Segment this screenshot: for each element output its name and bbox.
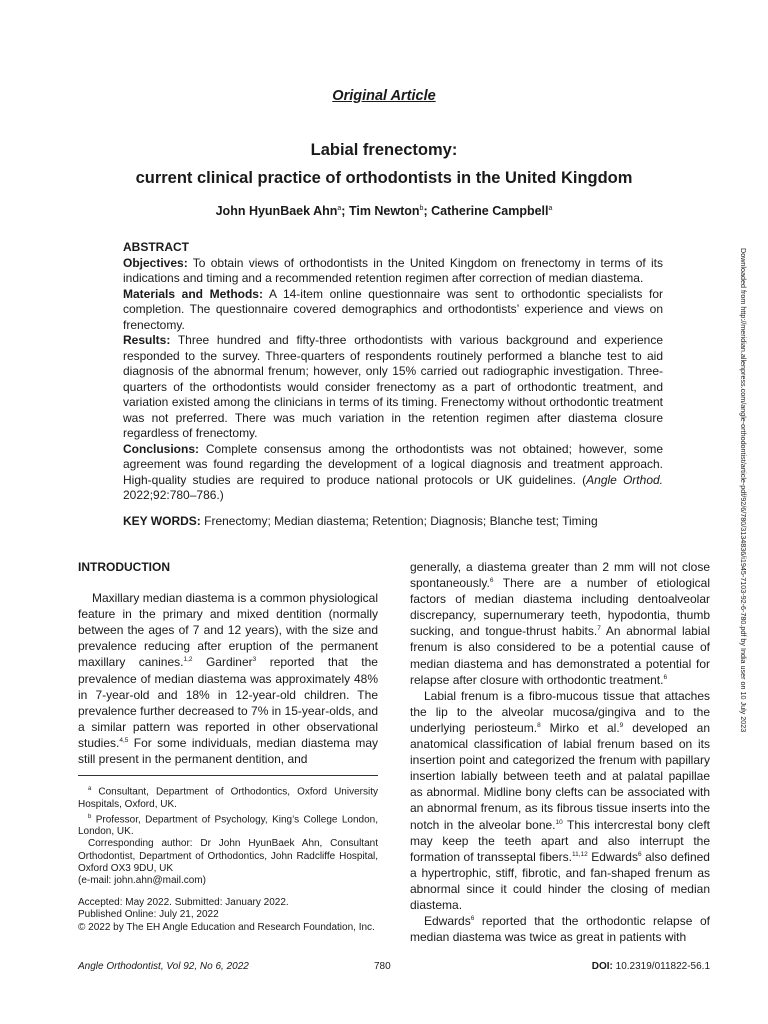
body-text: Mirko et al. bbox=[540, 720, 620, 735]
download-sidebar bbox=[736, 248, 752, 788]
citation-ref: 11,12 bbox=[571, 850, 588, 858]
body-text: reported that the orthodontic relapse of median diastema was twice as great in patients with bbox=[410, 914, 710, 945]
footnotes bbox=[78, 783, 378, 934]
footnote-b bbox=[78, 811, 378, 839]
body-text: Labial frenum is a fibro-mucous tissue that attaches the lip to the alveolar mucosa/gingiva and to the underlying periosteum. bbox=[410, 688, 710, 735]
citation-ref: 1,2 bbox=[183, 656, 193, 664]
author-separator: ; bbox=[423, 204, 432, 218]
methods-label: Materials and Methods: bbox=[123, 286, 263, 301]
citation-ref: 6 bbox=[470, 915, 475, 923]
author-name: Catherine Campbell bbox=[431, 204, 549, 218]
citation-journal: Angle Orthod. bbox=[586, 472, 663, 487]
body-text: Gardiner bbox=[192, 655, 253, 670]
citation-ref: 8 bbox=[537, 721, 541, 729]
citation-ref: 4,5 bbox=[119, 736, 129, 744]
body-text: generally, a diastema greater than 2 mm will not close spontaneously. bbox=[410, 560, 710, 591]
download-notice: Downloaded from http://meridian.allenpress.com/angle-orthodontist/article-pdf/92/6/780/3134836/i1945-7103-92-6-780.pdf by India user on 10 July 2023 bbox=[739, 248, 748, 733]
conclusions-label: Conclusions: bbox=[123, 441, 200, 456]
author-name: Tim Newton bbox=[348, 204, 420, 218]
copyright: © 2022 by The EH Angle Education and Research Foundation, Inc. bbox=[78, 921, 375, 933]
abstract-objectives bbox=[123, 256, 663, 287]
body-text: There are a number of etiological factors of median diastema including dentoalveolar discrepancy, supernumerary teeth, hypodontia, thumb sucking, and tongue-thrust habits. bbox=[410, 576, 710, 639]
body-text: also defined a hypertrophic, stiff, fibrotic, and fan-shaped frenum as abnormal since it could hinder the closing of median diastema. bbox=[410, 849, 710, 912]
right-column bbox=[410, 559, 710, 945]
keywords bbox=[123, 514, 663, 528]
introduction-heading: INTRODUCTION bbox=[78, 560, 170, 574]
results-label: Results: bbox=[123, 333, 171, 347]
author-name: John HyunBaek Ahn bbox=[215, 204, 338, 218]
left-column bbox=[78, 559, 378, 767]
footer-page-number: 780 bbox=[374, 961, 391, 972]
author-email: (e-mail: john.ahn@mail.com) bbox=[78, 875, 206, 887]
intro-paragraph bbox=[78, 590, 378, 767]
section-label-text: Original Article bbox=[332, 88, 436, 104]
author-affiliation-mark: a bbox=[548, 204, 553, 212]
citation-ref: 7 bbox=[597, 625, 601, 633]
citation-rest: 2022;92:780–786.) bbox=[123, 488, 224, 502]
abstract-conclusions bbox=[123, 442, 663, 504]
body-paragraph bbox=[410, 559, 710, 688]
article-title-line1: Labial frenectomy: bbox=[310, 141, 458, 159]
body-text: Edwards bbox=[424, 914, 471, 929]
body-paragraph bbox=[410, 913, 710, 945]
doi-value: 10.2319/011822-56.1 bbox=[612, 961, 710, 972]
footer-doi bbox=[592, 961, 710, 972]
abstract-methods bbox=[123, 287, 663, 334]
citation-ref: 3 bbox=[252, 656, 257, 664]
citation-ref: 10 bbox=[555, 818, 563, 826]
body-text: developed an anatomical classification of labial frenum based on its insertion point and categorized the frenum with papillary insertion labially between teeth and at palatal papillae as abnormal. Midline bony clefts can be associated with an abnormal frenum, as its fibrous tissue inserts into the notch in the alveolar bone. bbox=[410, 720, 711, 832]
abstract-results bbox=[123, 333, 663, 442]
citation-ref: 6 bbox=[663, 673, 668, 681]
article-title-line2: current clinical practice of orthodontists in the United Kingdom bbox=[135, 169, 633, 187]
body-paragraph bbox=[410, 688, 710, 913]
methods-text: A 14-item online questionnaire was sent to orthodontic specialists for completion. The questionnaire covered demographics and orthodontists’ experience and views on frenectomy. bbox=[123, 286, 663, 332]
body-text: Maxillary median diastema is a common physiological feature in the primary and mixed dentition (normally between the ages of 7 and 12 years), with the size and prevalence reducing after eruption of the permanent maxillary canines. bbox=[78, 591, 378, 670]
footnote-text: Consultant, Department of Orthodontics, Oxford University Hospitals, Oxford, UK. bbox=[78, 786, 378, 810]
body-text: This intercrestal bony cleft may keep the teeth apart and also interrupt the formation of transseptal fibers. bbox=[410, 817, 710, 864]
objectives-text: To obtain views of orthodontists in the United Kingdom on frenectomy in terms of its indications and timing and a recommended retention regimen after correction of median diastema. bbox=[123, 255, 663, 285]
conclusions-text: Complete consensus among the orthodontists was not obtained; however, some agreement was found regarding the development of a logical diagnosis and treatment approach. High-quality studies are required to produce national protocols or UK guidelines. ( bbox=[123, 441, 663, 487]
footer-journal: Angle Orthodontist, Vol 92, No 6, 2022 bbox=[78, 961, 249, 972]
section-label bbox=[0, 88, 768, 104]
footnote-divider bbox=[78, 775, 378, 776]
body-text: For some individuals, median diastema may still present in the permanent dentition, and bbox=[78, 735, 378, 767]
keywords-text: Frenectomy; Median diastema; Retention; Diagnosis; Blanche test; Timing bbox=[200, 514, 598, 528]
abstract bbox=[123, 240, 663, 504]
footnote-mark: a bbox=[88, 786, 92, 792]
citation-ref: 6 bbox=[489, 577, 494, 585]
abstract-heading: ABSTRACT bbox=[123, 240, 189, 254]
keywords-label: KEY WORDS: bbox=[123, 514, 201, 528]
author-separator: ; bbox=[341, 204, 349, 218]
doi-label: DOI: bbox=[591, 961, 613, 972]
footnote-a bbox=[78, 783, 378, 811]
published-date: Published Online: July 21, 2022 bbox=[78, 909, 219, 921]
body-text: reported that the prevalence of median diastema was approximately 48% in 7-year-old and 18% in 12-year-old children. The prevalence further decreased to 7% in 15-year-olds, and a similar pattern was reported in other observational studies. bbox=[78, 655, 378, 750]
accepted-date: Accepted: May 2022. Submitted: January 2022. bbox=[78, 897, 289, 909]
author-list bbox=[0, 204, 768, 218]
body-text: Edwards bbox=[587, 849, 638, 864]
citation-ref: 6 bbox=[637, 850, 642, 858]
corresponding-author: Corresponding author: Dr John HyunBaek Ahn, Consultant Orthodontist, Department of Orthodontics, John Radcliffe Hospital, Oxford OX3 9DU, UK bbox=[78, 838, 378, 874]
citation-ref: 9 bbox=[619, 721, 624, 729]
results-text: Three hundred and fifty-three orthodontists with various background and experience responded to the survey. Three-quarters of respondents routinely performed a blanche test to aid diagnosis of the abnormal frenum; however, only 15% carried out radiographic investigation. Three-quarters of the orthodontists would consider frenectomy as a part of orthodontic treatment, and variation existed among the clinicians in terms of its timing. Frenectomy without orthodontic treatment was not preferred. There was much variation in the retention regimen after diastema closure regardless of frenectomy. bbox=[123, 333, 663, 440]
body-text: An abnormal labial frenum is also considered to be a potential cause of median diastema and has demonstrated a potential for relapse after closure with orthodontic treatment. bbox=[410, 624, 710, 687]
author-affiliation-mark: a bbox=[337, 204, 342, 212]
author-affiliation-mark: b bbox=[419, 204, 424, 212]
objectives-label: Objectives: bbox=[123, 255, 188, 270]
footnote-text: Professor, Department of Psychology, King’s College London, London, UK. bbox=[78, 814, 378, 838]
footnote-mark: b bbox=[88, 813, 92, 820]
